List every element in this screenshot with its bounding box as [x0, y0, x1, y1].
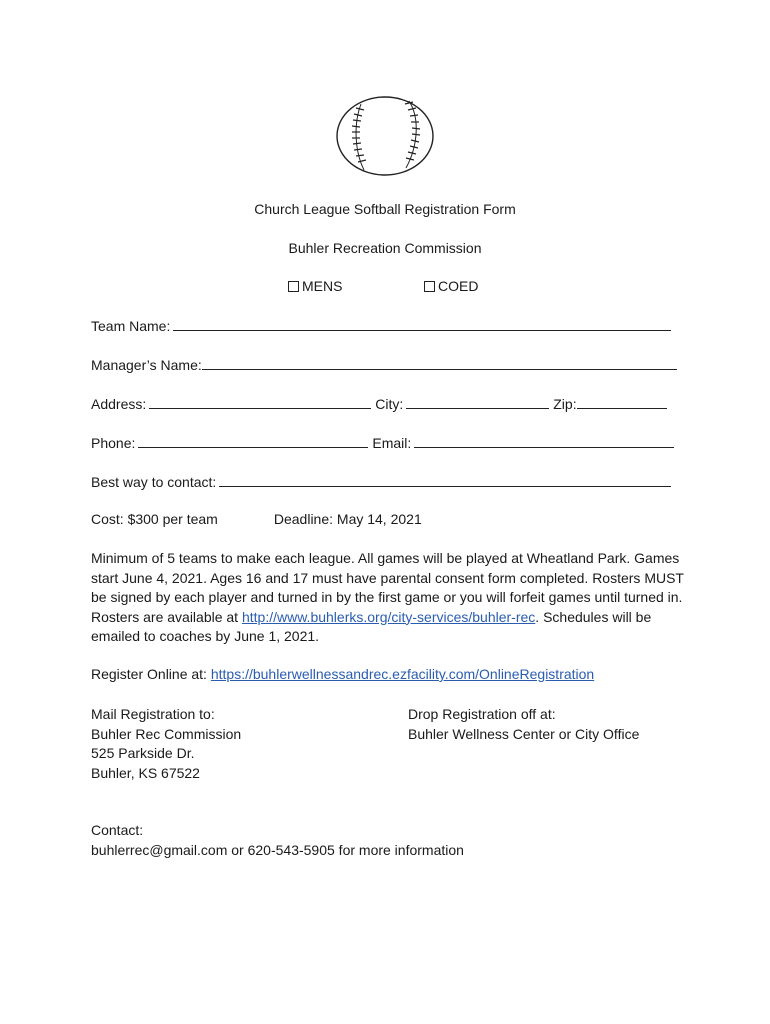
league-info-paragraph: [91, 549, 691, 647]
info-text-after-link: . Schedules will be emailed to coaches by June 1, 2021.: [91, 608, 652, 644]
cost-deadline-row: [91, 511, 422, 527]
zip-field[interactable]: [577, 395, 667, 409]
phone-row: [91, 434, 678, 451]
manager-name-label: Manager’s Name:: [91, 357, 202, 373]
best-contact-field[interactable]: [219, 473, 671, 487]
division-label-coed: COED: [438, 278, 479, 294]
email-field[interactable]: [414, 434, 674, 448]
address-row: [91, 395, 671, 412]
contact-heading: Contact:: [91, 822, 144, 838]
checkbox-mens[interactable]: [288, 281, 299, 292]
rosters-link[interactable]: http://www.buhlerks.org/city-services/buhler-rec: [241, 608, 536, 625]
manager-name-field[interactable]: [202, 356, 677, 370]
email-label: Email:: [372, 435, 412, 451]
checkbox-coed[interactable]: [424, 281, 435, 292]
address-label: Address:: [91, 396, 147, 412]
best-contact-row: [91, 473, 675, 490]
cost-text: Cost: $300 per team: [91, 511, 218, 527]
team-name-row: [91, 317, 675, 334]
deadline-text: Deadline: May 14, 2021: [273, 511, 422, 527]
softball-logo-icon: [334, 94, 436, 178]
contact-details: buhlerrec@gmail.com or 620-543-5905 for more information: [91, 841, 464, 858]
register-online-label: Register Online at:: [91, 666, 211, 682]
organization-name: Buhler Recreation Commission: [288, 240, 482, 256]
mail-line: Buhler, KS 67522: [91, 764, 200, 781]
info-text-before-link: Minimum of 5 teams to make each league. All games will be played at Wheatland Park. Games start June 4, 2021. Ages 16 and 17 must have parental consent form completed. Rosters MUST be signed by each player and turned in by the first game or you will forfeit games until turned in. Rosters are available at: [91, 550, 684, 625]
best-contact-label: Best way to contact:: [91, 474, 217, 490]
division-label-mens: MENS: [302, 278, 343, 294]
division-option-coed[interactable]: [424, 278, 478, 294]
phone-field[interactable]: [138, 434, 368, 448]
manager-name-row: [91, 356, 681, 373]
division-option-mens[interactable]: [288, 278, 342, 294]
phone-label: Phone:: [91, 435, 136, 451]
mail-heading: Mail Registration to:: [91, 706, 215, 722]
team-name-field[interactable]: [173, 317, 671, 331]
mail-line: Buhler Rec Commission: [91, 725, 242, 742]
drop-registration-block: [408, 705, 639, 744]
register-online-line: [91, 666, 594, 682]
mail-registration-block: [91, 705, 241, 783]
zip-label: Zip:: [553, 396, 577, 412]
team-name-label: Team Name:: [91, 318, 171, 334]
city-label: City:: [375, 396, 404, 412]
drop-heading: Drop Registration off at:: [408, 706, 556, 722]
drop-line: Buhler Wellness Center or City Office: [408, 725, 640, 742]
mail-line: 525 Parkside Dr.: [91, 745, 195, 761]
address-field[interactable]: [149, 395, 371, 409]
city-field[interactable]: [406, 395, 549, 409]
contact-block: [91, 821, 464, 860]
register-online-link[interactable]: https://buhlerwellnessandrec.ezfacility.com/OnlineRegistration: [210, 666, 595, 682]
form-title: Church League Softball Registration Form: [254, 201, 516, 217]
